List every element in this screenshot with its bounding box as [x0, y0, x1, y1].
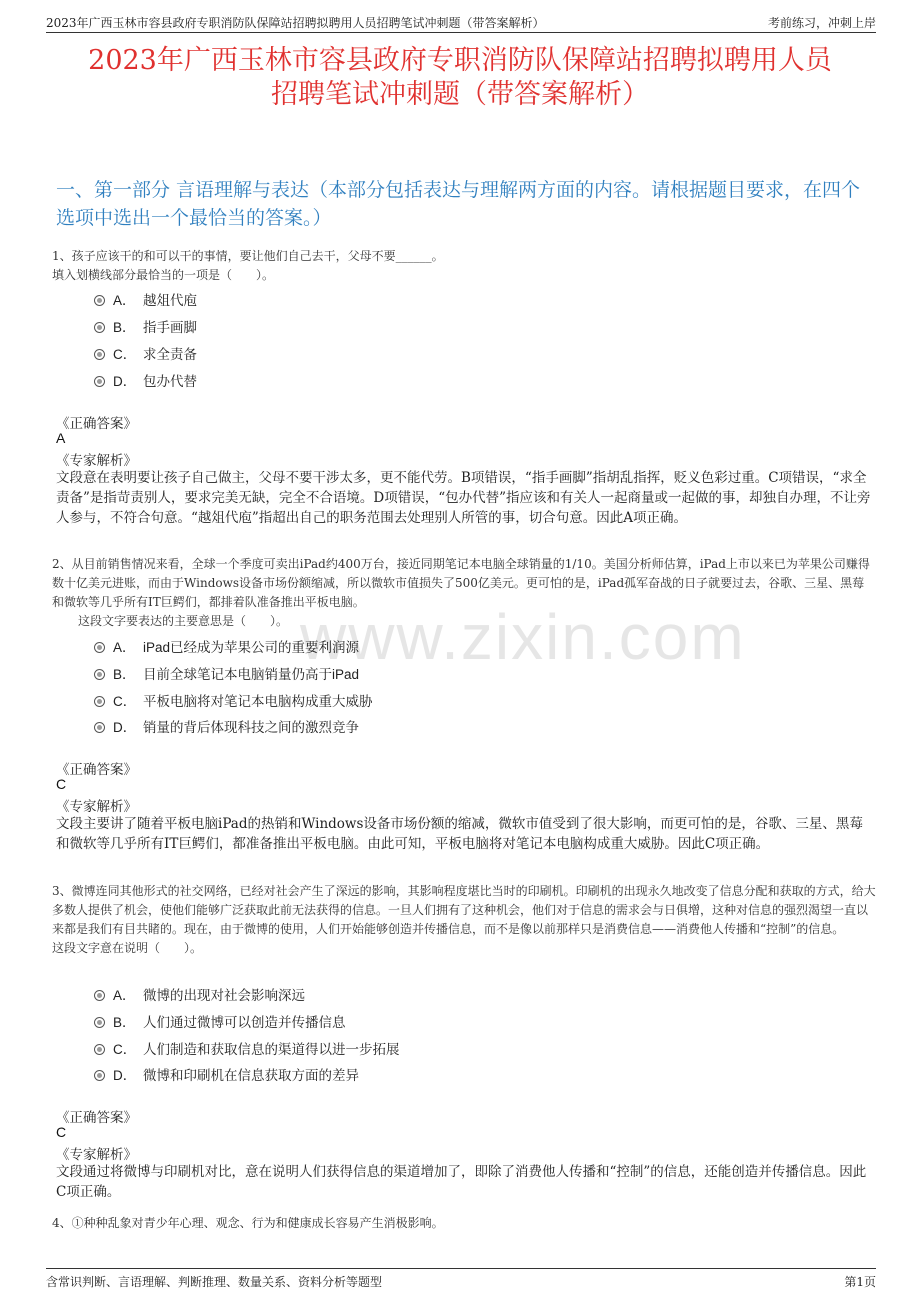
question-1-analysis-label: 《专家解析》	[56, 453, 137, 469]
question-1-answer-label: 《正确答案》	[56, 416, 137, 432]
radio-icon[interactable]	[94, 669, 105, 680]
question-3-answer-label: 《正确答案》	[56, 1110, 137, 1126]
section-heading: 一、第一部分 言语理解与表达（本部分包括表达与理解两方面的内容。请根据题目要求，在四个选项中选出一个最恰当的答案。）	[56, 179, 861, 229]
question-1-option-c[interactable]: C． 求全责备	[94, 343, 197, 363]
question-1-prompt: 填入划横线部分最恰当的一项是（ ）。	[52, 268, 275, 282]
question-2-option-d[interactable]: D． 销量的背后体现科技之间的激烈竞争	[94, 716, 359, 736]
radio-icon[interactable]	[94, 376, 105, 387]
page-header	[46, 10, 876, 33]
question-1-analysis: 文段意在表明要让孩子自己做主，父母不要干涉太多，更不能代劳。B项错误，“指手画脚”指胡乱指挥，贬义色彩过重。C项错误，“求全责备”是指苛责别人，要求完美无缺，完全不合语境。D项错误，“包办代替”指应该和有关人一起商量或一起做的事，却独自办理，不让旁人参与，不符合句意。“越俎代庖”指超出自己的职务范围去处理别人所管的事，切合句意。因此A项正确。	[56, 470, 871, 526]
question-3-answer: C	[56, 1124, 67, 1140]
question-3-analysis: 文段通过将微博与印刷机对比，意在说明人们获得信息的渠道增加了，即除了消费他人传播和“控制”的信息，还能创造并传播信息。因此C项正确。	[56, 1164, 867, 1200]
header-slogan: 考前练习，冲刺上岸	[767, 16, 876, 30]
question-1	[52, 247, 876, 285]
question-4-stem: 4、①种种乱象对青少年心理、观念、行为和健康成长容易产生消极影响。	[52, 1216, 444, 1230]
question-3-option-c[interactable]: C． 人们制造和获取信息的渠道得以进一步拓展	[94, 1038, 400, 1058]
question-3-option-b[interactable]: B． 人们通过微博可以创造并传播信息	[94, 1011, 346, 1031]
page-title-line1: 2023年广西玉林市容县政府专职消防队保障站招聘拟聘用人员	[88, 45, 832, 76]
radio-icon[interactable]	[94, 322, 105, 333]
question-2-stem: 2、从目前销售情况来看，全球一个季度可卖出iPad约400万台，接近同期笔记本电脑全球销量的1/10。美国分析师估算，iPad上市以来已为苹果公司赚得数十亿美元进账，而由于Windows设备市场份额缩减，所以微软市值损失了500亿美元。更可怕的是，iPad孤军奋战的日子就要过去，谷歌、三星、黑莓和微软等几乎所有IT巨鳄们，都排着队准备推出平板电脑。	[52, 557, 870, 609]
radio-icon[interactable]	[94, 349, 105, 360]
question-2-answer-label: 《正确答案》	[56, 762, 137, 778]
question-2-prompt: 这段文字要表达的主要意思是（ ）。	[78, 614, 289, 628]
question-4	[52, 1214, 876, 1233]
question-3-option-d[interactable]: D． 微博和印刷机在信息获取方面的差异	[94, 1064, 359, 1084]
question-1-answer: A	[56, 430, 66, 446]
question-2-analysis: 文段主要讲了随着平板电脑iPad的热销和Windows设备市场份额的缩减，微软市值受到了很大影响，而更可怕的是，谷歌、三星、黑莓和微软等几乎所有IT巨鳄们，都准备推出平板电脑。由此可知，平板电脑将对笔记本电脑构成重大威胁。因此C项正确。	[56, 816, 863, 852]
question-1-option-b[interactable]: B． 指手画脚	[94, 316, 197, 336]
radio-icon[interactable]	[94, 295, 105, 306]
radio-icon[interactable]	[94, 990, 105, 1001]
question-1-option-a[interactable]: A． 越俎代庖	[94, 289, 197, 309]
question-2	[52, 555, 876, 631]
question-1-option-d[interactable]: D． 包办代替	[94, 370, 197, 390]
footer-question-types: 含常识判断、言语理解、判断推理、数量关系、资料分析等题型	[46, 1275, 383, 1289]
question-3	[52, 882, 876, 958]
radio-icon[interactable]	[94, 1044, 105, 1055]
header-doc-title: 2023年广西玉林市容县政府专职消防队保障站招聘拟聘用人员招聘笔试冲刺题（带答案解析）	[46, 16, 545, 30]
radio-icon[interactable]	[94, 642, 105, 653]
page-title	[40, 44, 880, 112]
question-3-analysis-label: 《专家解析》	[56, 1147, 137, 1163]
question-3-prompt: 这段文字意在说明（ ）。	[52, 941, 203, 955]
radio-icon[interactable]	[94, 696, 105, 707]
page-title-line2: 招聘笔试冲刺题（带答案解析）	[271, 79, 649, 110]
radio-icon[interactable]	[94, 1017, 105, 1028]
question-2-option-b[interactable]: B． 目前全球笔记本电脑销量仍高于iPad	[94, 663, 359, 683]
page-footer	[46, 1268, 876, 1291]
question-2-option-c[interactable]: C． 平板电脑将对笔记本电脑构成重大威胁	[94, 690, 373, 710]
radio-icon[interactable]	[94, 1070, 105, 1081]
question-2-answer: C	[56, 776, 67, 792]
page-number: 第1页	[844, 1275, 876, 1289]
question-2-option-a[interactable]: A． iPad已经成为苹果公司的重要利润源	[94, 636, 359, 656]
question-2-analysis-label: 《专家解析》	[56, 799, 137, 815]
radio-icon[interactable]	[94, 722, 105, 733]
question-1-stem: 1、孩子应该干的和可以干的事情，要让他们自己去干，父母不要______。	[52, 249, 444, 263]
question-3-stem: 3、微博连同其他形式的社交网络，已经对社会产生了深远的影响，其影响程度堪比当时的印刷机。印刷机的出现永久地改变了信息分配和获取的方式，给大多数人提供了机会，使他们能够广泛获取此前无法获得的信息。一旦人们拥有了这种机会，他们对于信息的需求会与日俱增，这种对信息的强烈渴望一直以来都是我们有目共睹的。现在，由于微博的使用，人们开始能够创造并传播信息，而不是像以前那样只是消费信息——消费他人传播和“控制”的信息。	[52, 884, 876, 936]
question-3-option-a[interactable]: A． 微博的出现对社会影响深远	[94, 984, 305, 1004]
watermark: www.zixin.com	[300, 601, 746, 673]
